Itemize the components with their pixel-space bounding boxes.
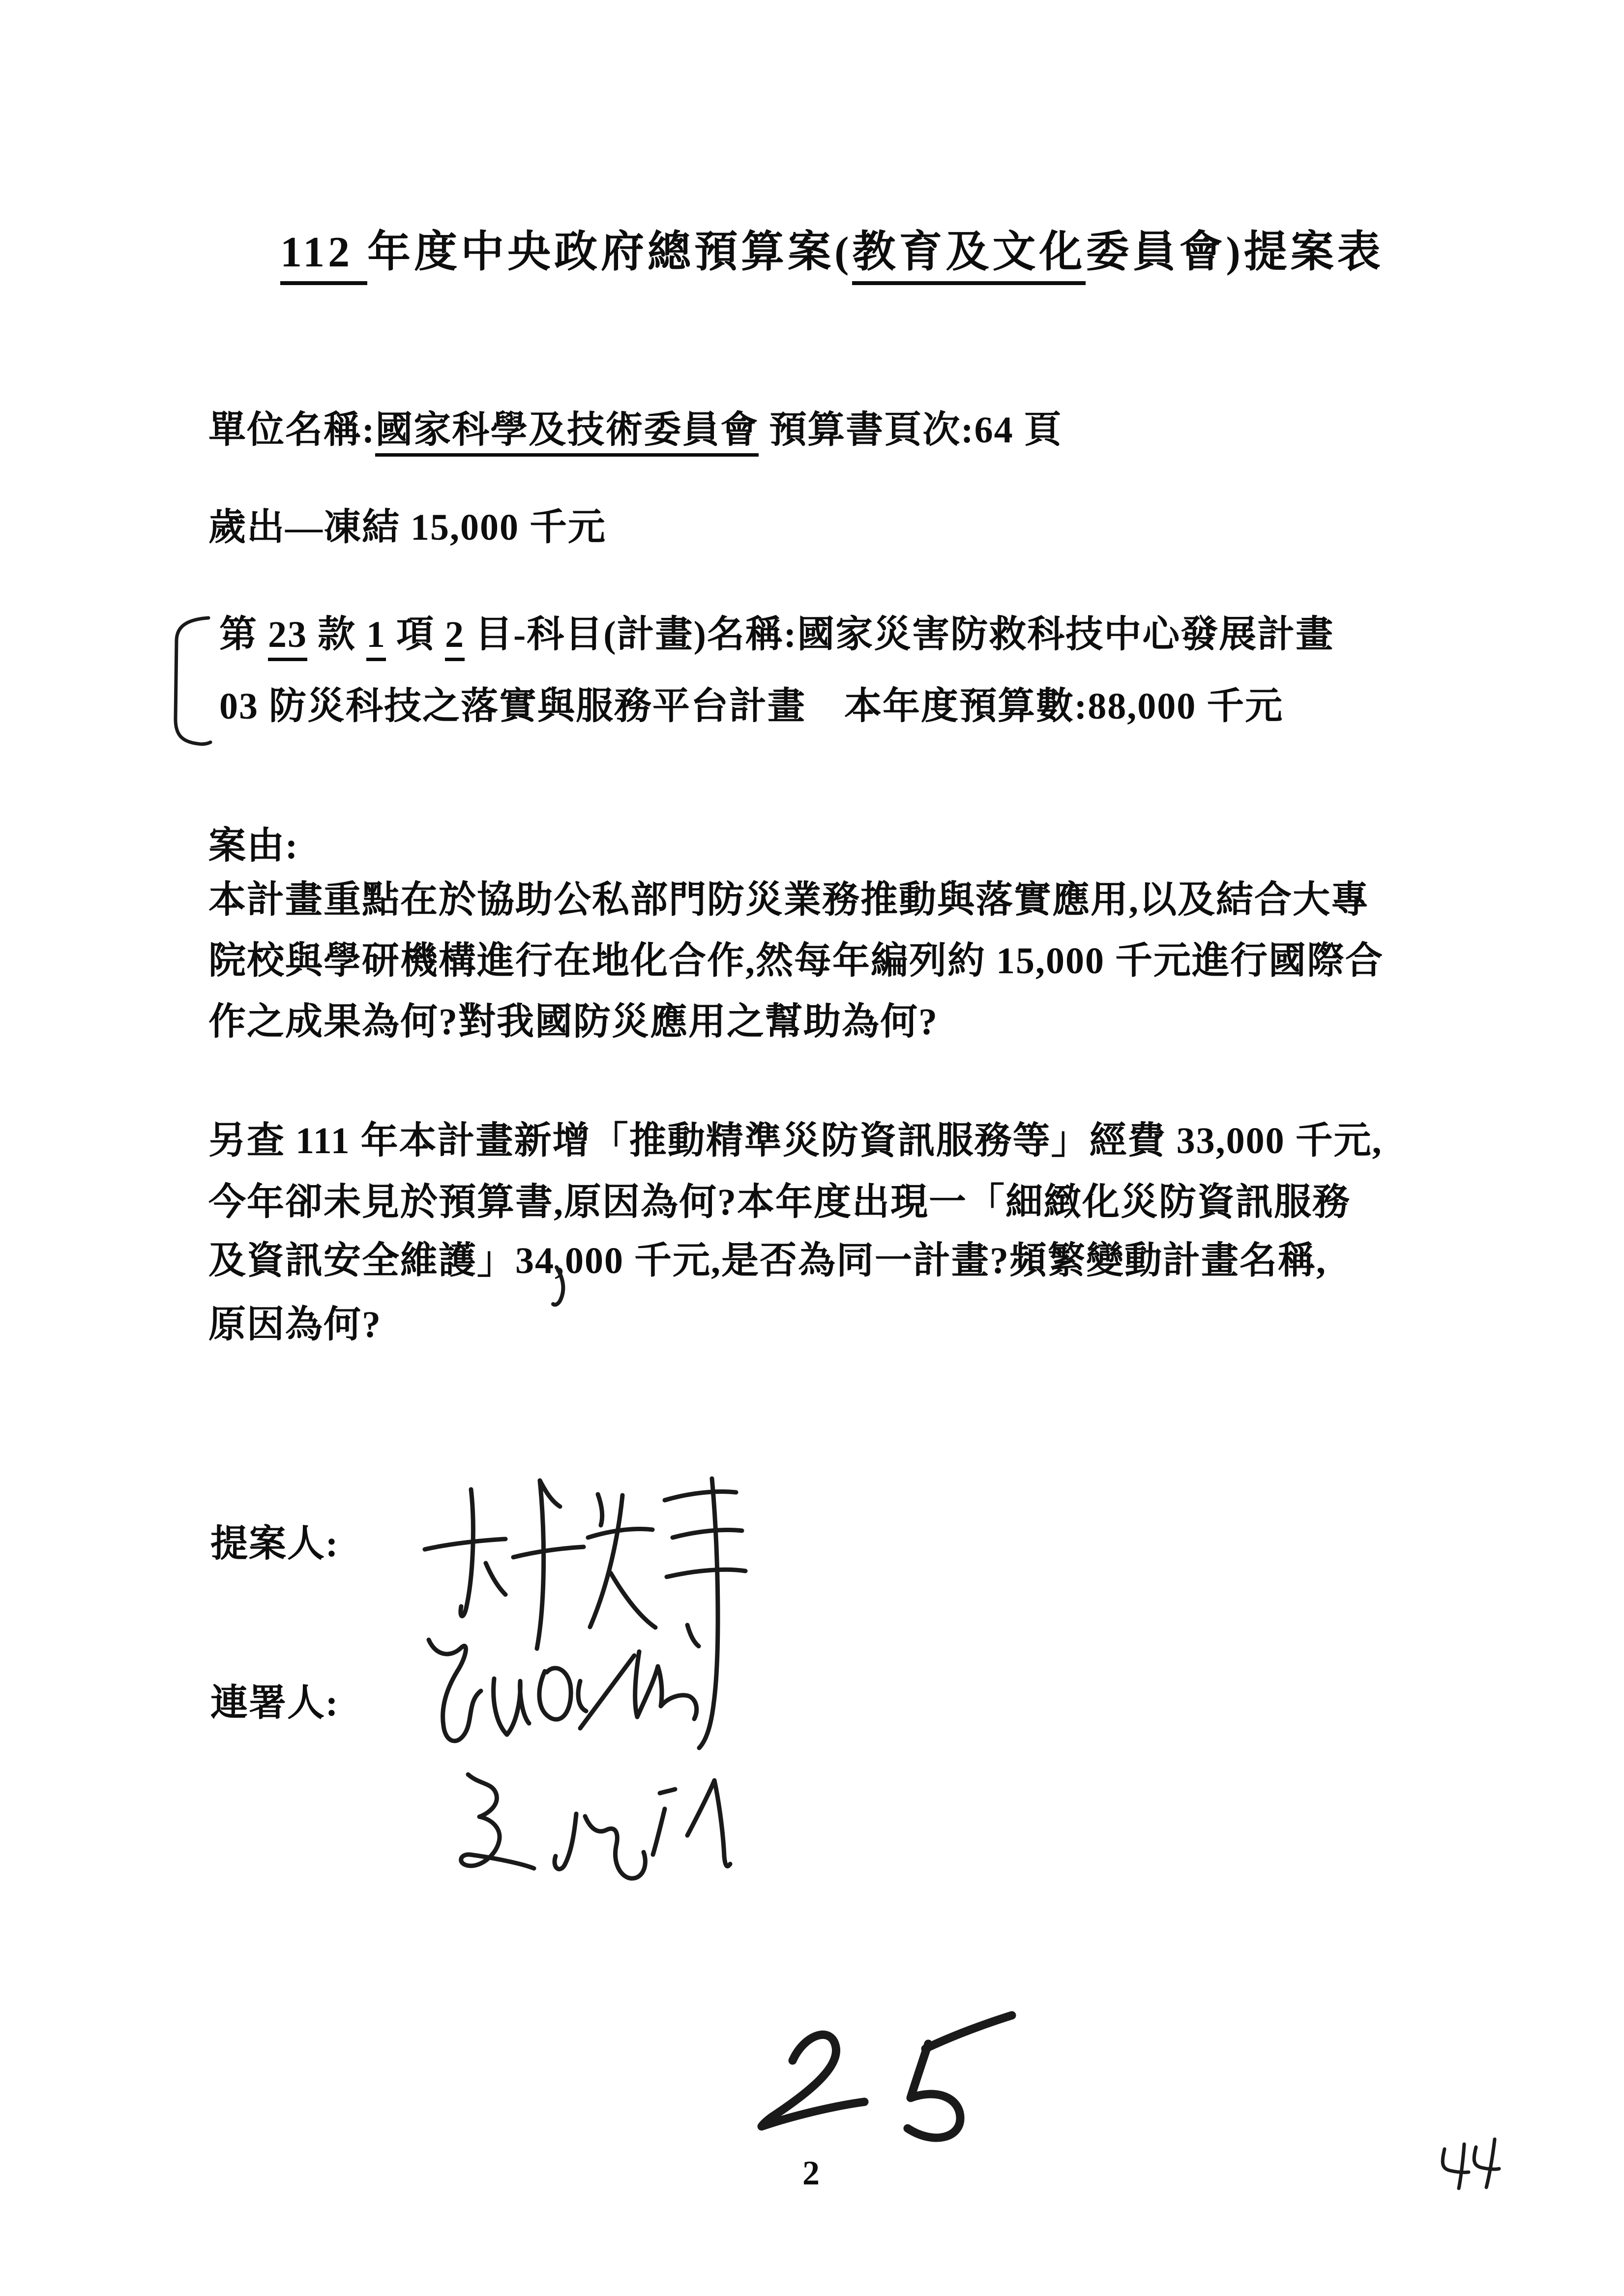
proposer-signature: [425, 1479, 745, 1748]
text-segment: 項: [386, 614, 445, 655]
text-segment: 目-科目(計畫)名稱:國家災害防救科技中心發展計畫: [465, 614, 1334, 655]
underlined-text-segment: 2: [445, 614, 465, 661]
case-label: 案由:: [208, 825, 299, 867]
underlined-text-segment: 1: [366, 614, 386, 661]
cosigner-signature-2: [461, 1774, 730, 1878]
underlined-text-segment: 教育及文化: [852, 229, 1086, 285]
text-segment: 第: [219, 614, 268, 655]
case-paragraph2-line3: 及資訊安全維護」34,000 千元,是否為同一計畫?頻繁變動計畫名稱,: [208, 1240, 1327, 1281]
case-paragraph1-line1: 本計畫重點在於協助公私部門防災業務推動與落實應用,以及結合大專: [208, 879, 1369, 921]
underlined-text-segment: 23: [268, 614, 307, 661]
document-title: [280, 230, 1384, 275]
expenditure-freeze-line: 歲出—凍結 15,000 千元: [208, 507, 606, 548]
text-segment: 預算書頁次:64 頁: [759, 409, 1063, 451]
case-paragraph2-line1: 另查 111 年本計畫新增「推動精準災防資訊服務等」經費 33,000 千元,: [208, 1120, 1383, 1162]
case-paragraph1-line3: 作之成果為何?對我國防災應用之幫助為何?: [208, 1001, 938, 1043]
text-segment: 委員會)提案表: [1086, 229, 1384, 276]
case-paragraph2-line4: 原因為何?: [208, 1304, 382, 1345]
underlined-text-segment: 112: [280, 229, 367, 285]
unit-name-line: [208, 411, 1063, 450]
budget-item-line-2: 03 防災科技之落實與服務平台計畫 本年度預算數:88,000 千元: [219, 686, 1284, 727]
text-segment: 款: [307, 614, 366, 655]
page-number: 2: [802, 2154, 820, 2192]
case-paragraph2-line2: 今年卻未見於預算書,原因為何?本年度出現一「細緻化災防資訊服務: [208, 1182, 1351, 1223]
proposer-label: 提案人:: [210, 1523, 339, 1565]
cosigner-label: 連署人:: [210, 1683, 339, 1724]
underlined-text-segment: 國家科學及技術委員會: [375, 409, 759, 457]
cosigner-signature-1: [429, 1625, 699, 1741]
text-segment: 年度中央政府總預算案(: [367, 229, 853, 276]
hand-drawn-bracket: [176, 618, 210, 744]
budget-item-line-1: [219, 615, 1334, 655]
case-paragraph1-line2: 院校與學研機構進行在地化合作,然每年編列約 15,000 千元進行國際合: [208, 940, 1384, 982]
handwritten-sheet-number-25: [762, 2015, 1012, 2138]
handwritten-corner-number-44: [1443, 2139, 1499, 2188]
text-segment: 單位名稱:: [208, 409, 376, 451]
